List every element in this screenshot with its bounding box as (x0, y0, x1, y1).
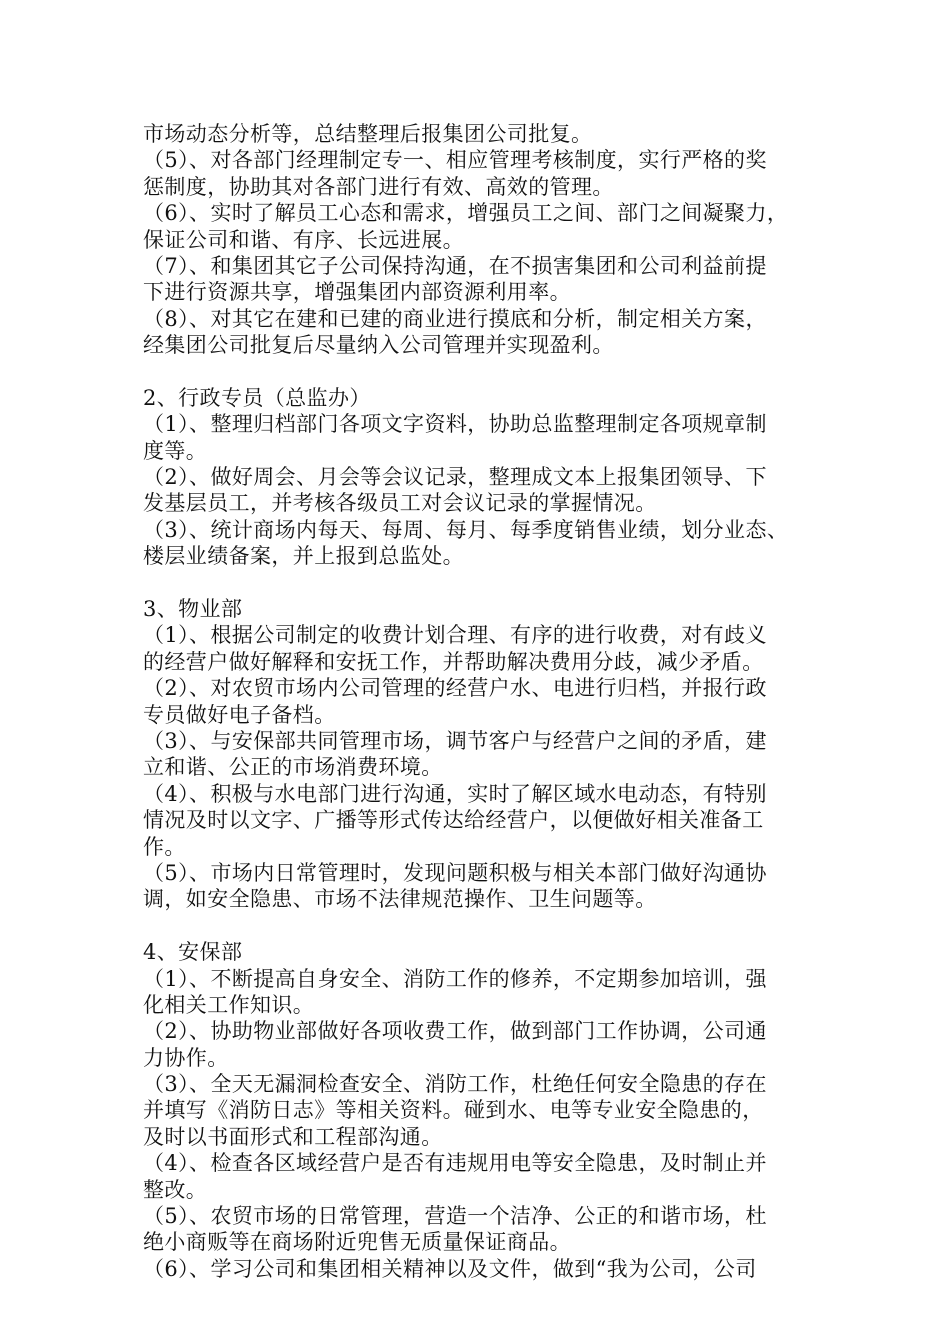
text-line: 发基层员工，并考核各级员工对会议记录的掌握情况。 (143, 491, 657, 516)
text-line: 楼层业绩备案，并上报到总监处。 (143, 544, 464, 569)
text-line: 的经营户做好解释和安抚工作，并帮助解决费用分歧，减少矛盾。 (143, 649, 764, 674)
intro-line: 市场动态分析等，总结整理后报集团公司批复。 (143, 122, 593, 146)
section4-item-5 (143, 1203, 823, 1256)
section3-item-3 (143, 728, 823, 781)
text-line: （1）、不断提高自身安全、消防工作的修养，不定期参加培训，强 (143, 966, 767, 991)
text-line: （2）、做好周会、月会等会议记录，整理成文本上报集团领导、下 (143, 465, 767, 490)
section2-item-1 (143, 411, 823, 464)
section4-item-4 (143, 1150, 823, 1203)
text-line: （6）、实时了解员工心态和需求，增强员工之间、部门之间凝聚力， (143, 201, 789, 226)
text-line: （1）、根据公司制定的收费计划合理、有序的进行收费，对有歧义 (143, 623, 767, 648)
section1-item-6 (143, 200, 823, 253)
document-page (143, 121, 823, 1282)
text-line: 化相关工作知识。 (143, 992, 315, 1017)
paragraph-gap (143, 570, 823, 596)
text-line: 经集团公司批复后尽量纳入公司管理并实现盈利。 (143, 333, 614, 358)
section4-item-6 (143, 1256, 823, 1282)
section3-item-2 (143, 675, 823, 728)
text-line: （3）、全天无漏洞检查安全、消防工作，杜绝任何安全隐患的存在 (143, 1072, 767, 1097)
text-line: 下进行资源共享，增强集团内部资源利用率。 (143, 280, 571, 305)
text-line: （8）、对其它在建和已建的商业进行摸底和分析，制定相关方案， (143, 306, 767, 331)
section2-item-3 (143, 517, 823, 570)
section-heading: 2、行政专员（总监办） (143, 385, 371, 410)
section2-item-2 (143, 464, 823, 517)
section3-item-4 (143, 781, 823, 860)
section3-item-5 (143, 860, 823, 913)
text-line: 保证公司和谐、有序、长远进展。 (143, 227, 464, 252)
section1-item-5 (143, 147, 823, 200)
text-line: （5）、市场内日常管理时，发现问题积极与相关本部门做好沟通协 (143, 860, 767, 885)
text-line: 绝小商贩等在商场附近兜售无质量保证商品。 (143, 1230, 571, 1255)
paragraph-gap (143, 913, 823, 939)
text-line: （5）、农贸市场的日常管理，营造一个洁净、公正的和谐市场，杜 (143, 1204, 767, 1229)
section4-item-3 (143, 1071, 823, 1150)
section-heading: 3、物业部 (143, 597, 243, 622)
text-line: 并填写《消防日志》等相关资料。碰到水、电等专业安全隐患的， (143, 1098, 764, 1123)
text-line: （6）、学习公司和集团相关精神以及文件，做到“我为公司，公司 (143, 1256, 757, 1281)
text-line: 惩制度，协助其对各部门进行有效、高效的管理。 (143, 174, 614, 199)
section4-item-2 (143, 1018, 823, 1071)
section1-item-7 (143, 253, 823, 306)
text-line: （3）、统计商场内每天、每周、每月、每季度销售业绩，划分业态、 (143, 517, 789, 542)
text-line: 调，如安全隐患、市场不法律规范操作、卫生问题等。 (143, 887, 657, 912)
text-line: 力协作。 (143, 1045, 229, 1070)
text-line: 及时以书面形式和工程部沟通。 (143, 1124, 443, 1149)
text-line: （4）、积极与水电部门进行沟通，实时了解区域水电动态，有特别 (143, 781, 767, 806)
section3-item-1 (143, 622, 823, 675)
paragraph-gap (143, 359, 823, 385)
text-line: 立和谐、公正的市场消费环境。 (143, 755, 443, 780)
text-line: （4）、检查各区域经营户是否有违规用电等安全隐患，及时制止并 (143, 1151, 767, 1176)
text-line: 作。 (143, 834, 186, 859)
text-line: （2）、对农贸市场内公司管理的经营户水、电进行归档，并报行政 (143, 676, 767, 701)
section4-item-1 (143, 966, 823, 1019)
text-line: （5）、对各部门经理制定专一、相应管理考核制度，实行严格的奖 (143, 148, 767, 173)
text-line: 度等。 (143, 438, 208, 463)
section-heading: 4、安保部 (143, 940, 243, 965)
text-line: 专员做好电子备档。 (143, 702, 336, 727)
text-line: 整改。 (143, 1177, 208, 1202)
text-line: （3）、与安保部共同管理市场，调节客户与经营户之间的矛盾，建 (143, 728, 767, 753)
text-line: （7）、和集团其它子公司保持沟通，在不损害集团和公司利益前提 (143, 253, 767, 278)
text-line: 情况及时以文字、广播等形式传达给经营户，以便做好相关准备工 (143, 808, 764, 833)
text-line: （1）、整理归档部门各项文字资料，协助总监整理制定各项规章制 (143, 412, 767, 437)
section1-item-8 (143, 306, 823, 359)
text-line: （2）、协助物业部做好各项收费工作，做到部门工作协调，公司通 (143, 1019, 767, 1044)
